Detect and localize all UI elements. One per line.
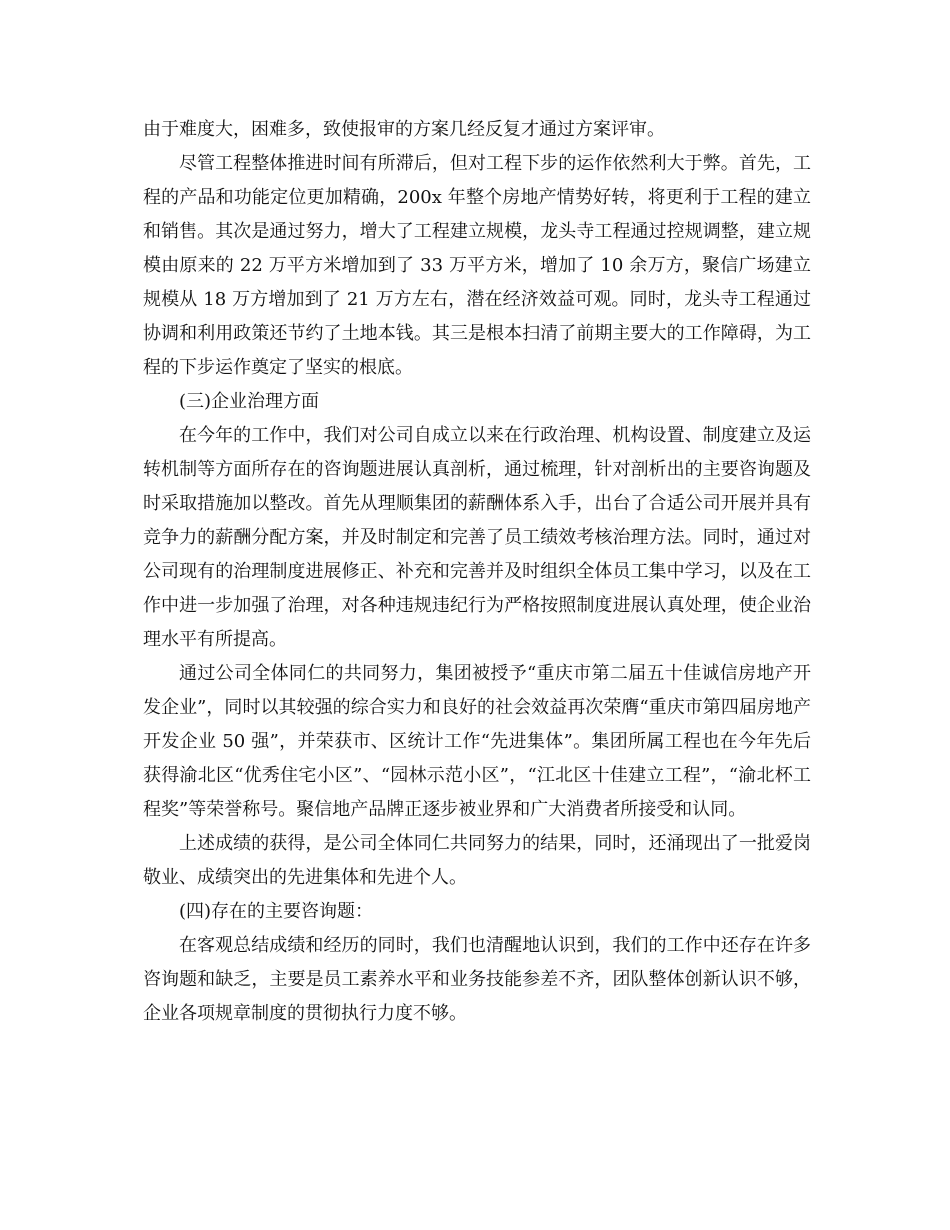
paragraph-achievements: 上述成绩的获得，是公司全体同仁共同努力的结果，同时，还涌现出了一批爱岗敬业、成绩突出的先进集体和先进个人。 — [143, 833, 811, 888]
paragraph-project-progress: 尽管工程整体推进时间有所滞后，但对工程下步的运作依然利大于弊。首先，工程的产品和功能定位更加精确，200x 年整个房地产情势好转，将更利于工程的建立和销售。其次是通过努力，增大了工程建立规模，龙头寺工程通过控规调整，建立规模由原来的 22 万平方米增加到了 33 万平方米，增加了 10 余万方，聚信广场建立规模从 18 万方增加到了 21 万方左右，潜在经济效益可观。同时，龙头寺工程通过协调和利用政策还节约了土地本钱。其三是根本扫清了前期主要大的工作障碍，为工程的下步运作奠定了坚实的根底。 — [143, 153, 811, 378]
paragraph-continuation: 由于难度大，困难多，致使报审的方案几经反复才通过方案评审。 — [143, 119, 665, 140]
section-heading-management: (三)企业治理方面 — [179, 391, 320, 412]
document-body — [143, 113, 811, 1031]
paragraph-honors: 通过公司全体同仁的共同努力，集团被授予“重庆市第二届五十佳诚信房地产开发企业”，同时以其较强的综合实力和良好的社会效益再次荣膺“重庆市第四届房地产开发企业 50 强”，并荣获市、区统计工作“先进集体”。集团所属工程也在今年先后获得渝北区“优秀住宅小区”、“园林示范小区”，“江北区十佳建立工程”，“渝北杯工程奖”等荣誉称号。聚信地产品牌正逐步被业界和广大消费者所接受和认同。 — [143, 663, 811, 820]
section-heading-problems: (四)存在的主要咨询题： — [179, 901, 374, 922]
paragraph-management: 在今年的工作中，我们对公司自成立以来在行政治理、机构设置、制度建立及运转机制等方面所存在的咨询题进展认真剖析，通过梳理，针对剖析出的主要咨询题及时采取措施加以整改。首先从理顺集团的薪酬体系入手，出台了合适公司开展并具有竞争力的薪酬分配方案，并及时制定和完善了员工绩效考核治理方法。同时，通过对公司现有的治理制度进展修正、补充和完善并及时组织全体员工集中学习，以及在工作中进一步加强了治理，对各种违规违纪行为严格按照制度进展认真处理，使企业治理水平有所提高。 — [143, 425, 811, 650]
paragraph-problems: 在客观总结成绩和经历的同时，我们也清醒地认识到，我们的工作中还存在许多咨询题和缺乏，主要是员工素养水平和业务技能参差不齐，团队整体创新认识不够，企业各项规章制度的贯彻执行力度不够。 — [143, 935, 811, 1024]
